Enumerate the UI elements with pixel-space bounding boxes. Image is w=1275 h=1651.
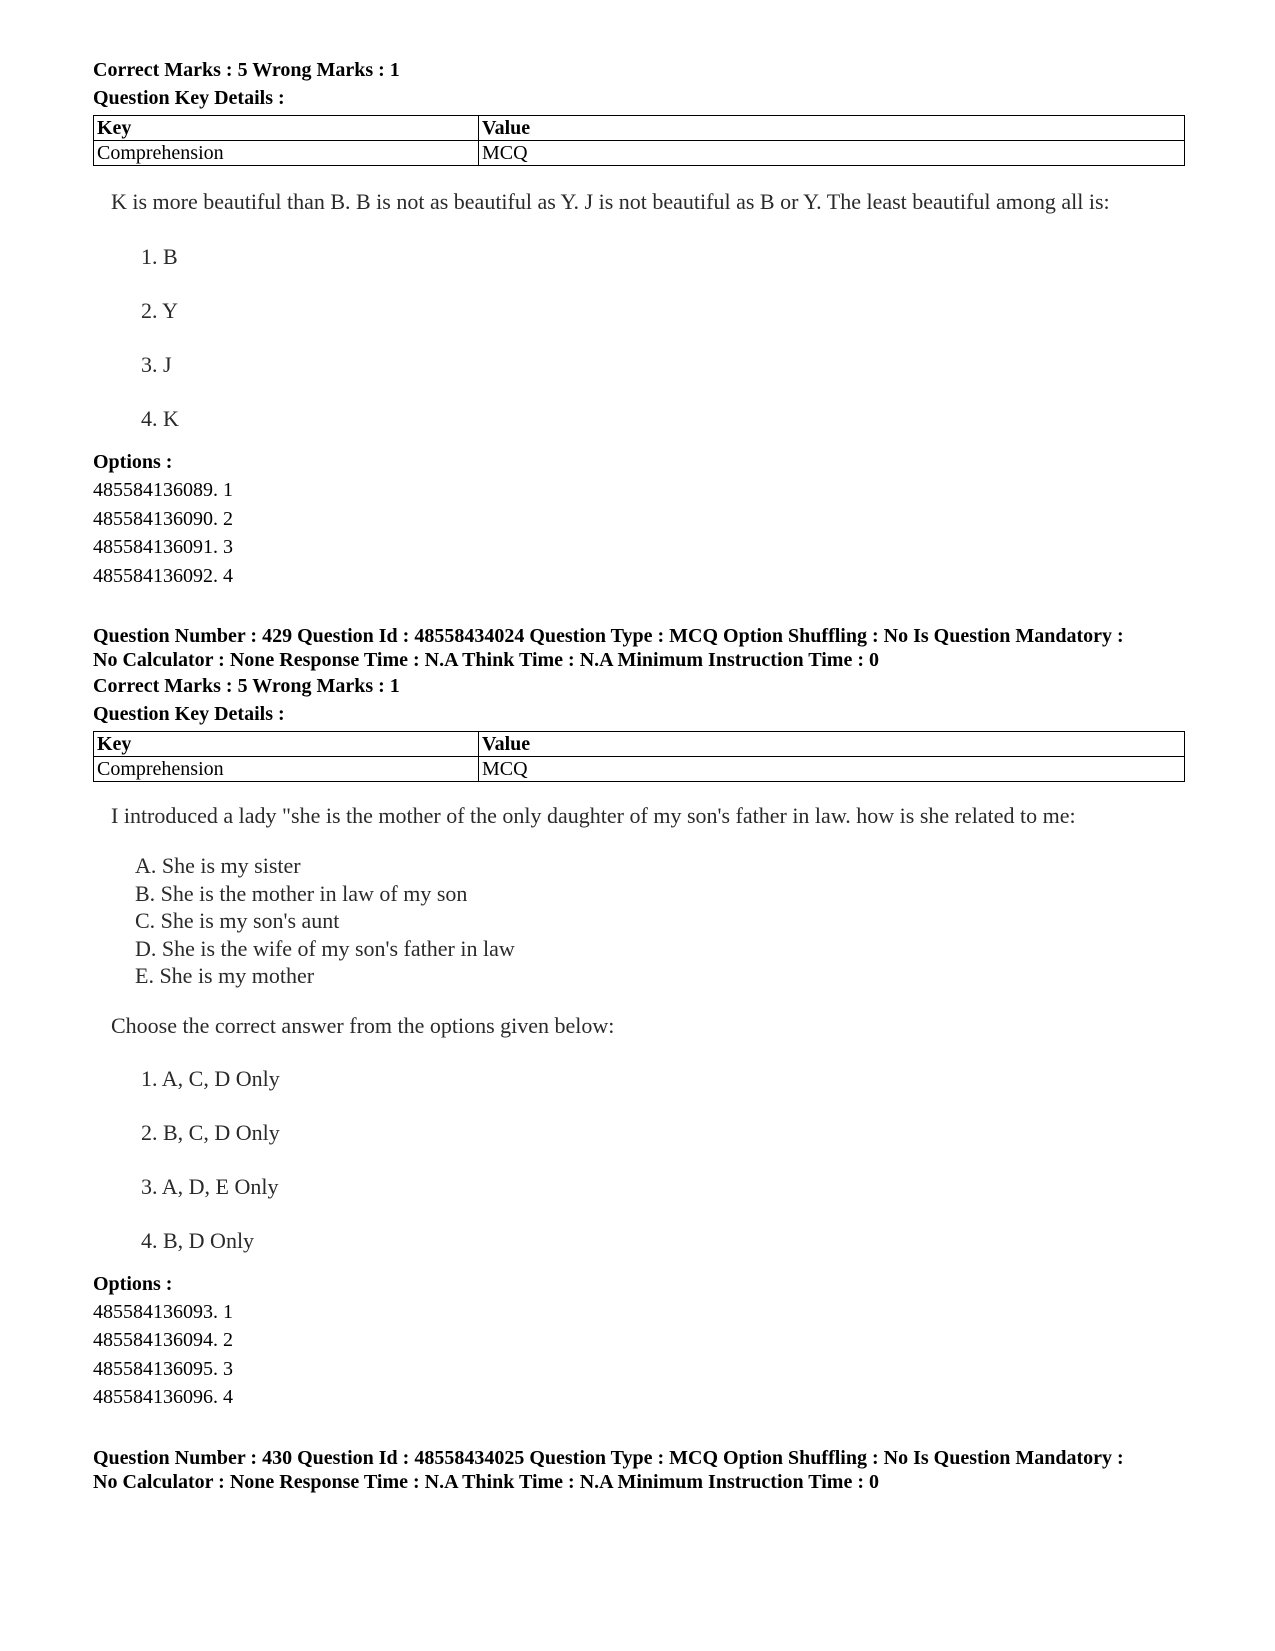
choice-item: 4. K (141, 406, 179, 431)
table-header-key: Key (94, 116, 479, 141)
question-header-line-2: No Calculator : None Response Time : N.A Think Time : N.A Minimum Instruction Time : 0 (93, 649, 879, 671)
table-row (94, 141, 1185, 166)
option-line: 485584136090. 2 (93, 507, 233, 530)
question-header-line-1: Question Number : 430 Question Id : 48558434025 Question Type : MCQ Option Shuffling : No Is Question Mandatory : (93, 1446, 1124, 1469)
statement-item: B. She is the mother in law of my son (135, 880, 468, 906)
choice-list (111, 230, 1185, 446)
table-header-key: Key (94, 732, 479, 757)
choice-item: 1. A, C, D Only (141, 1065, 280, 1091)
choice-item: 1. B (141, 244, 178, 269)
question-image (111, 802, 1185, 1268)
table-header-row (94, 116, 1185, 141)
statement-item: C. She is my son's aunt (135, 908, 340, 933)
table-row (94, 757, 1185, 782)
options-label: Options : (93, 1272, 173, 1295)
option-line: 485584136092. 4 (93, 564, 233, 587)
choice-item: 3. A, D, E Only (141, 1173, 279, 1199)
table-cell-value: MCQ (479, 757, 1185, 782)
choice-item: 2. B, C, D Only (141, 1119, 280, 1145)
choice-list (111, 1052, 1185, 1268)
marks-line: Correct Marks : 5 Wrong Marks : 1 (93, 675, 400, 697)
table-header-row (94, 732, 1185, 757)
statement-list (135, 852, 1185, 990)
key-details-table (93, 115, 1185, 166)
option-line: 485584136089. 1 (93, 479, 233, 501)
choice-item: 3. J (141, 352, 172, 377)
key-details-table (93, 731, 1185, 782)
table-header-value: Value (479, 732, 1185, 757)
table-cell-key: Comprehension (94, 757, 479, 782)
question-text: I introduced a lady "she is the mother of the only daughter of my son's father in law. how is she related to me: (111, 803, 1076, 828)
question-text: K is more beautiful than B. B is not as beautiful as Y. J is not beautiful as B or Y. The least beautiful among all is: (111, 189, 1110, 214)
option-line: 485584136093. 1 (93, 1300, 233, 1323)
choice-item: 4. B, D Only (141, 1227, 255, 1253)
document-page (93, 56, 1185, 1494)
key-details-label: Question Key Details : (93, 703, 285, 725)
statement-item: E. She is my mother (135, 963, 315, 988)
question-block-430 (93, 1446, 1185, 1494)
statement-item: D. She is the wife of my son's father in law (135, 935, 515, 961)
options-label: Options : (93, 451, 173, 473)
question-image (111, 188, 1185, 446)
marks-line: Correct Marks : 5 Wrong Marks : 1 (93, 59, 400, 81)
option-line: 485584136096. 4 (93, 1386, 233, 1408)
choice-item: 2. Y (141, 298, 179, 323)
choose-instruction: Choose the correct answer from the options given below: (111, 1012, 615, 1038)
question-block-429 (93, 624, 1185, 1412)
question-block-1 (93, 56, 1185, 590)
statement-item: A. She is my sister (135, 853, 301, 878)
table-cell-value: MCQ (479, 141, 1185, 166)
question-header-line-1: Question Number : 429 Question Id : 48558434024 Question Type : MCQ Option Shuffling : No Is Question Mandatory : (93, 625, 1124, 647)
table-header-value: Value (479, 116, 1185, 141)
question-header-line-2: No Calculator : None Response Time : N.A Think Time : N.A Minimum Instruction Time : 0 (93, 1470, 879, 1493)
table-cell-key: Comprehension (94, 141, 479, 166)
key-details-label: Question Key Details : (93, 87, 285, 109)
option-line: 485584136094. 2 (93, 1329, 233, 1351)
option-line: 485584136095. 3 (93, 1357, 233, 1380)
option-line: 485584136091. 3 (93, 536, 233, 558)
